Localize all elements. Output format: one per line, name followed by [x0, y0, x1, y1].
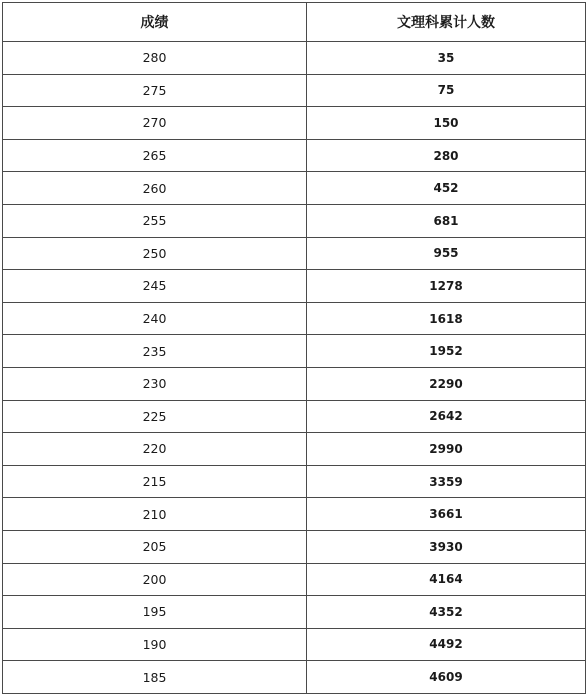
table-row: [3, 530, 586, 563]
table-row: [3, 237, 586, 270]
table-row: [3, 465, 586, 498]
table-body: [3, 42, 586, 694]
score-cell: 260: [3, 172, 307, 205]
cumulative-count-cell: 4492: [307, 628, 586, 661]
table-header: [3, 3, 586, 42]
cumulative-count-cell: 4609: [307, 661, 586, 694]
score-cell: 215: [3, 465, 307, 498]
score-cell: 245: [3, 270, 307, 303]
table-row: [3, 74, 586, 107]
cumulative-count-cell: 1952: [307, 335, 586, 368]
score-cell: 185: [3, 661, 307, 694]
table-row: [3, 270, 586, 303]
header-score: 成绩: [3, 3, 307, 42]
cumulative-count-cell: 75: [307, 74, 586, 107]
table-row: [3, 107, 586, 140]
score-cell: 195: [3, 596, 307, 629]
table-row: [3, 433, 586, 466]
cumulative-count-cell: 3930: [307, 530, 586, 563]
cumulative-count-cell: 3661: [307, 498, 586, 531]
score-cell: 200: [3, 563, 307, 596]
cumulative-count-cell: 280: [307, 139, 586, 172]
score-cell: 210: [3, 498, 307, 531]
cumulative-count-cell: 452: [307, 172, 586, 205]
score-cell: 275: [3, 74, 307, 107]
table-row: [3, 596, 586, 629]
table-row: [3, 204, 586, 237]
table-row: [3, 400, 586, 433]
table-row: [3, 367, 586, 400]
score-cell: 225: [3, 400, 307, 433]
cumulative-count-cell: 955: [307, 237, 586, 270]
cumulative-count-cell: 2990: [307, 433, 586, 466]
score-cell: 190: [3, 628, 307, 661]
table-row: [3, 498, 586, 531]
header-row: [3, 3, 586, 42]
score-cell: 240: [3, 302, 307, 335]
score-cell: 280: [3, 42, 307, 75]
score-cell: 255: [3, 204, 307, 237]
cumulative-count-cell: 681: [307, 204, 586, 237]
score-cumulative-table: [2, 2, 586, 694]
table-row: [3, 563, 586, 596]
table-row: [3, 302, 586, 335]
score-cell: 250: [3, 237, 307, 270]
cumulative-count-cell: 2642: [307, 400, 586, 433]
cumulative-count-cell: 4164: [307, 563, 586, 596]
cumulative-count-cell: 4352: [307, 596, 586, 629]
cumulative-count-cell: 1618: [307, 302, 586, 335]
table-row: [3, 172, 586, 205]
cumulative-count-cell: 150: [307, 107, 586, 140]
cumulative-count-cell: 35: [307, 42, 586, 75]
score-cell: 270: [3, 107, 307, 140]
table-row: [3, 139, 586, 172]
table-row: [3, 335, 586, 368]
cumulative-count-cell: 1278: [307, 270, 586, 303]
table-row: [3, 628, 586, 661]
table-row: [3, 661, 586, 694]
cumulative-count-cell: 2290: [307, 367, 586, 400]
header-cumulative-count: 文理科累计人数: [307, 3, 586, 42]
score-cell: 230: [3, 367, 307, 400]
cumulative-count-cell: 3359: [307, 465, 586, 498]
score-cell: 235: [3, 335, 307, 368]
table-row: [3, 42, 586, 75]
score-cell: 205: [3, 530, 307, 563]
score-cell: 265: [3, 139, 307, 172]
score-cell: 220: [3, 433, 307, 466]
